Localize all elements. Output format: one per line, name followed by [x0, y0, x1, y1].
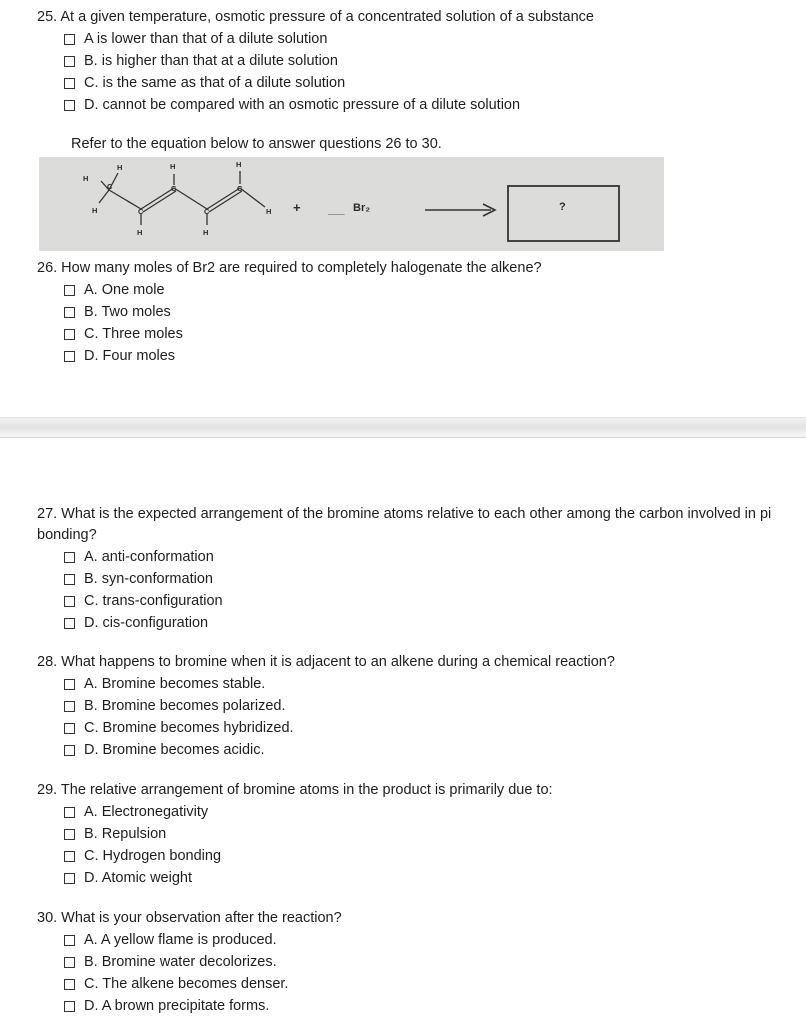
- checkbox[interactable]: [64, 807, 75, 818]
- option-c[interactable]: [64, 717, 777, 739]
- checkbox[interactable]: [64, 285, 75, 296]
- option-b[interactable]: [64, 823, 777, 845]
- atom-h: H: [92, 206, 98, 215]
- option-label: B. Bromine becomes polarized.: [84, 698, 286, 714]
- checkbox[interactable]: [64, 723, 75, 734]
- checkbox[interactable]: [64, 552, 75, 563]
- page-separator: [0, 417, 806, 438]
- option-a[interactable]: [64, 279, 777, 301]
- atom-h: H: [137, 228, 143, 237]
- checkbox[interactable]: [64, 78, 75, 89]
- option-label: D. Four moles: [84, 348, 176, 364]
- option-b[interactable]: [64, 50, 777, 72]
- checkbox[interactable]: [64, 56, 75, 67]
- option-d[interactable]: [64, 867, 777, 889]
- checkbox[interactable]: [64, 1001, 75, 1012]
- option-label: D. A brown precipitate forms.: [84, 998, 270, 1014]
- option-c[interactable]: [64, 590, 777, 612]
- option-label: D. cannot be compared with an osmotic pressure of a dilute solution: [84, 97, 521, 113]
- checkbox[interactable]: [64, 873, 75, 884]
- option-a[interactable]: [64, 28, 777, 50]
- option-label: C. The alkene becomes denser.: [84, 976, 289, 992]
- option-label: C. trans-configuration: [84, 593, 223, 609]
- option-a[interactable]: [64, 801, 777, 823]
- checkbox[interactable]: [64, 829, 75, 840]
- option-d[interactable]: [64, 345, 777, 367]
- option-label: D. Bromine becomes acidic.: [84, 742, 265, 758]
- atom-h: H: [236, 160, 242, 169]
- option-label: B. Bromine water decolorizes.: [84, 954, 277, 970]
- checkbox[interactable]: [64, 679, 75, 690]
- option-label: D. cis-configuration: [84, 615, 209, 631]
- reaction-svg: [39, 157, 664, 251]
- atom-h: H: [203, 228, 209, 237]
- question-text: 25. At a given temperature, osmotic pressure of a concentrated solution of a substance: [37, 9, 594, 25]
- option-a[interactable]: [64, 929, 777, 951]
- checkbox[interactable]: [64, 935, 75, 946]
- option-d[interactable]: [64, 995, 777, 1017]
- option-label: B. Two moles: [84, 304, 171, 320]
- option-b[interactable]: [64, 568, 777, 590]
- option-c[interactable]: [64, 845, 777, 867]
- question-text: 29. The relative arrangement of bromine atoms in the product is primarily due to:: [37, 782, 553, 798]
- option-b[interactable]: [64, 951, 777, 973]
- checkbox[interactable]: [64, 574, 75, 585]
- question-text: 30. What is your observation after the reaction?: [37, 910, 342, 926]
- question-29: [37, 780, 777, 889]
- checkbox[interactable]: [64, 979, 75, 990]
- option-d[interactable]: [64, 94, 777, 116]
- option-c[interactable]: [64, 72, 777, 94]
- atom-c: C: [204, 207, 210, 216]
- option-label: C. Three moles: [84, 326, 183, 342]
- option-label: A is lower than that of a dilute solution: [84, 31, 328, 47]
- checkbox[interactable]: [64, 851, 75, 862]
- option-b[interactable]: [64, 301, 777, 323]
- option-label: B. syn-conformation: [84, 571, 213, 587]
- checkbox[interactable]: [64, 618, 75, 629]
- question-26: [37, 258, 777, 367]
- atom-h: H: [266, 207, 272, 216]
- option-label: A. Bromine becomes stable.: [84, 676, 266, 692]
- checkbox[interactable]: [64, 701, 75, 712]
- option-a[interactable]: [64, 546, 777, 568]
- atom-c: C: [171, 184, 177, 193]
- option-d[interactable]: [64, 739, 777, 761]
- option-label: A. anti-conformation: [84, 549, 214, 565]
- checkbox[interactable]: [64, 351, 75, 362]
- coefficient-blank: ___: [328, 205, 345, 216]
- plus-sign: +: [293, 200, 301, 215]
- checkbox[interactable]: [64, 34, 75, 45]
- checkbox[interactable]: [64, 957, 75, 968]
- question-30: [37, 908, 777, 1017]
- product-placeholder: ?: [559, 201, 566, 213]
- checkbox[interactable]: [64, 307, 75, 318]
- option-label: C. Hydrogen bonding: [84, 848, 222, 864]
- option-a[interactable]: [64, 673, 777, 695]
- option-b[interactable]: [64, 695, 777, 717]
- option-label: A. Electronegativity: [84, 804, 209, 820]
- reaction-equation-figure: [39, 157, 664, 251]
- option-c[interactable]: [64, 973, 777, 995]
- refer-instruction: Refer to the equation below to answer questions 26 to 30.: [71, 136, 442, 152]
- option-d[interactable]: [64, 612, 777, 634]
- checkbox[interactable]: [64, 745, 75, 756]
- atom-c: C: [107, 182, 113, 191]
- bromine-reagent: Br₂: [353, 202, 371, 214]
- checkbox[interactable]: [64, 596, 75, 607]
- atom-c: C: [237, 184, 243, 193]
- question-28: [37, 652, 777, 761]
- checkbox[interactable]: [64, 100, 75, 111]
- option-label: A. One mole: [84, 282, 165, 298]
- option-label: C. is the same as that of a dilute solution: [84, 75, 346, 91]
- atom-h: H: [170, 162, 176, 171]
- question-text: 26. How many moles of Br2 are required to completely halogenate the alkene?: [37, 260, 542, 276]
- atom-h: H: [117, 163, 123, 172]
- option-label: D. Atomic weight: [84, 870, 192, 886]
- question-25: [37, 7, 777, 116]
- option-label: A. A yellow flame is produced.: [84, 932, 277, 948]
- option-label: B. Repulsion: [84, 826, 167, 842]
- question-text: 27. What is the expected arrangement of the bromine atoms relative to each other among the carbon involved in pi bonding?: [37, 506, 772, 543]
- option-label: C. Bromine becomes hybridized.: [84, 720, 294, 736]
- atom-c: C: [138, 207, 144, 216]
- atom-h: H: [83, 174, 89, 183]
- option-c[interactable]: [64, 323, 777, 345]
- checkbox[interactable]: [64, 329, 75, 340]
- option-label: B. is higher than that at a dilute solution: [84, 53, 338, 69]
- question-text: 28. What happens to bromine when it is adjacent to an alkene during a chemical reaction?: [37, 654, 615, 670]
- question-27: [37, 504, 777, 634]
